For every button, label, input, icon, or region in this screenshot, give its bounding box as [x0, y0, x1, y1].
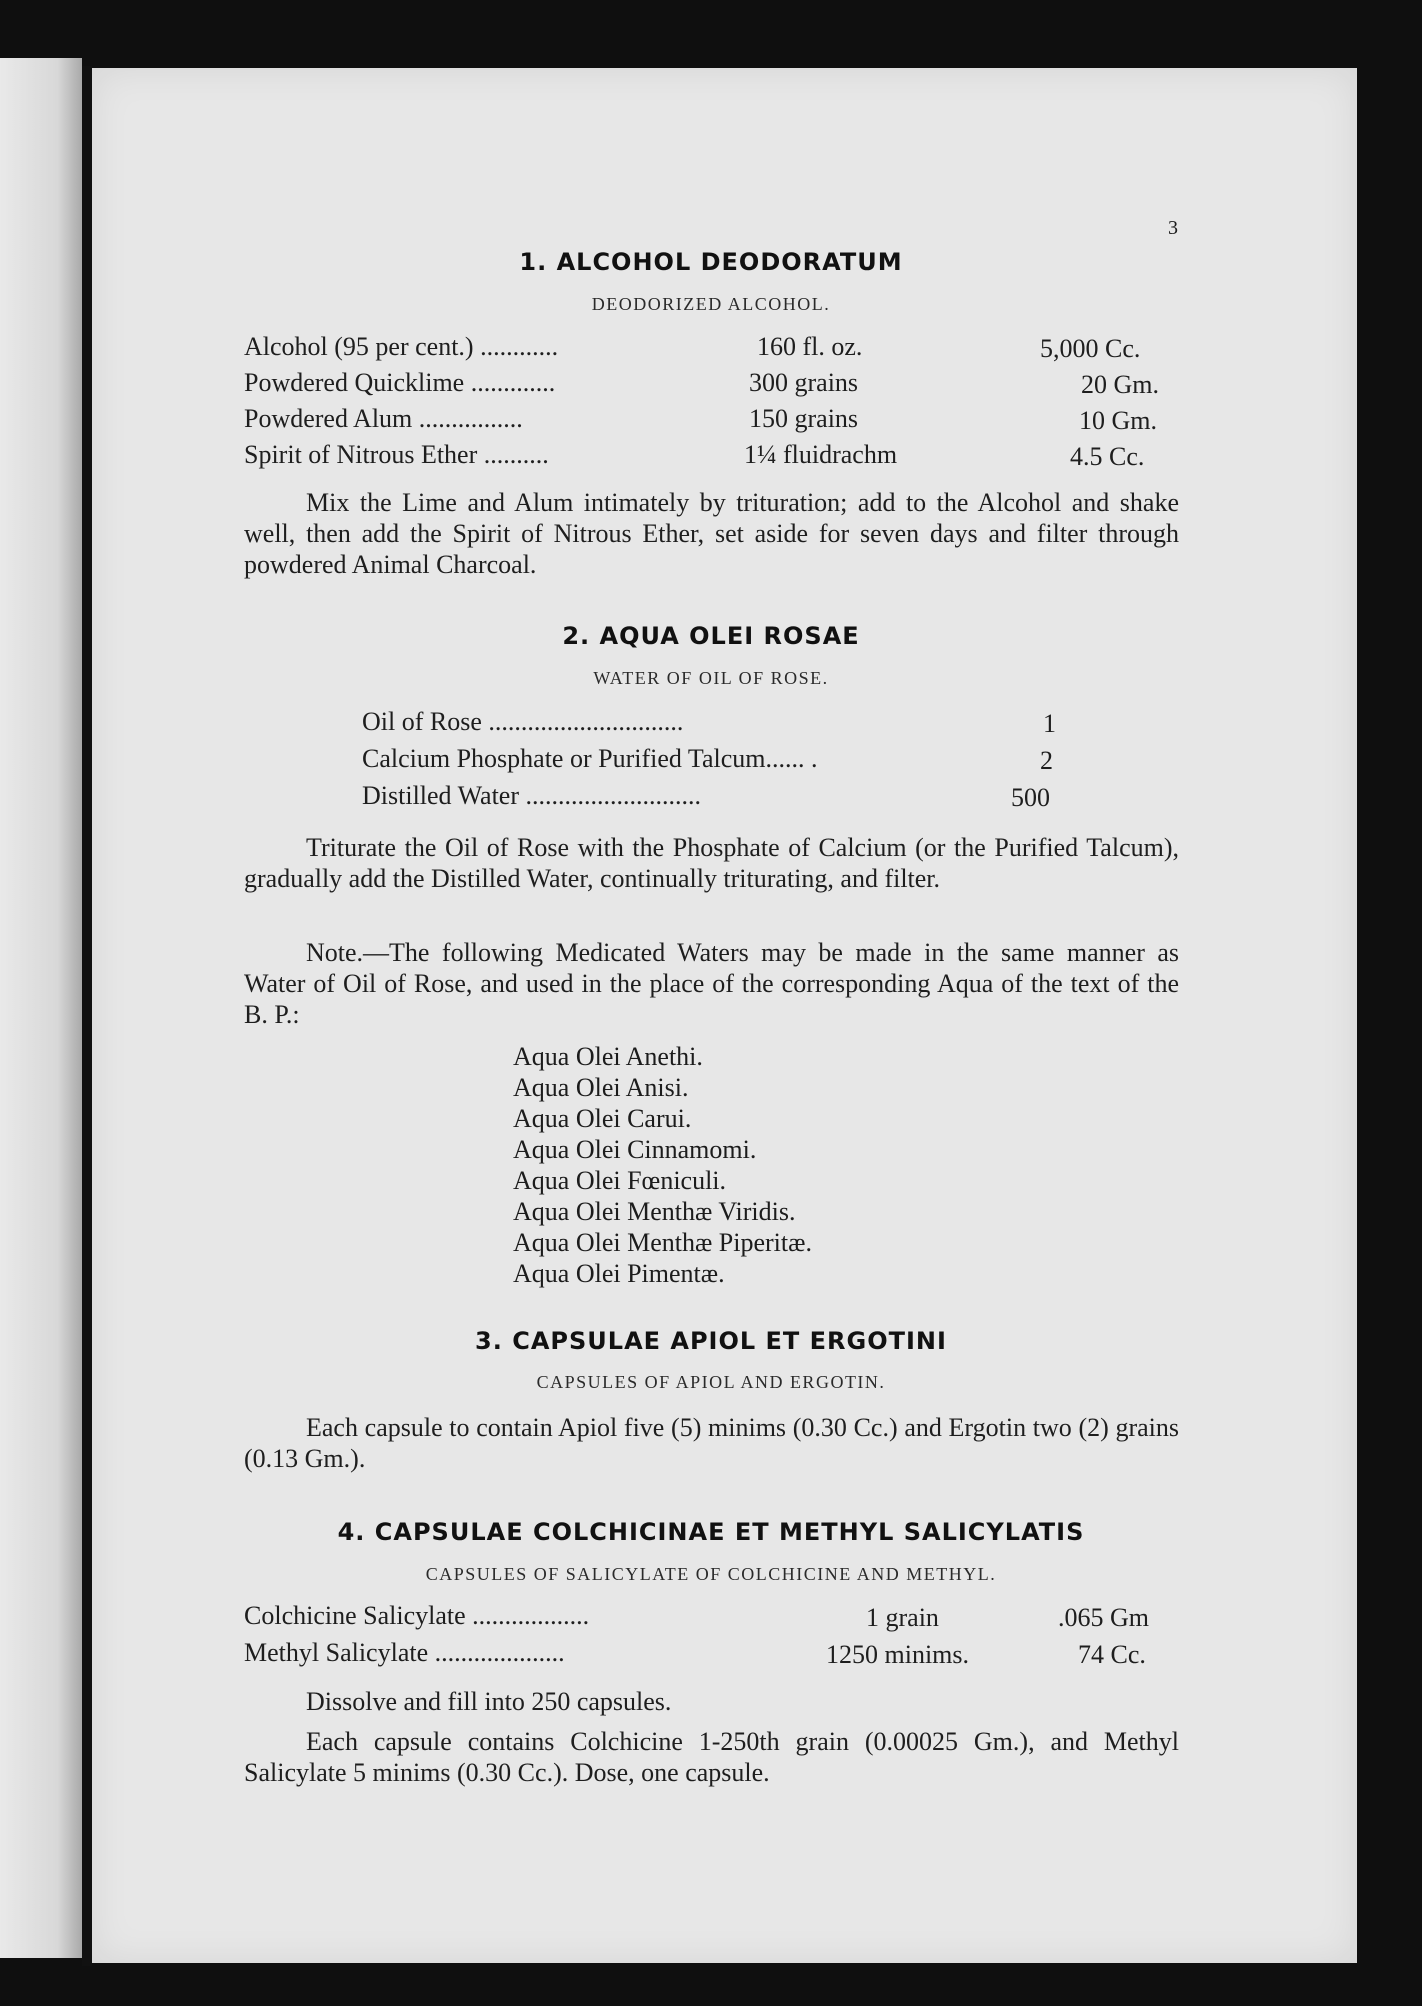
ingredient-quantity: 150 grains	[749, 404, 859, 433]
ingredient-quantity: 1250 minims.	[826, 1640, 970, 1669]
ingredient-metric: 74 Cc.	[1078, 1640, 1146, 1669]
section-1-heading: 1. ALCOHOL DEODORATUM	[519, 248, 903, 276]
ingredient-name: Methyl Salicylate ....................	[244, 1638, 565, 1667]
section-2-note: Note.—The following Medicated Waters may be made in the same manner as Water of Oil of Rose, and used in the place of the corresponding Aqua of the text of the B. P.:	[244, 938, 1179, 1029]
ingredient-quantity: 300 grains	[749, 368, 859, 397]
ingredient-metric: 10 Gm.	[1079, 406, 1157, 435]
ingredient-metric: 20 Gm.	[1081, 370, 1159, 399]
ingredient-name: Powdered Alum ................	[244, 404, 523, 433]
list-item: Aqua Olei Menthæ Piperitæ.	[513, 1228, 812, 1257]
section-2-subheading: WATER OF OIL OF ROSE.	[593, 668, 829, 688]
ingredient-metric: .065 Gm	[1058, 1603, 1149, 1632]
list-item: Aqua Olei Pimentæ.	[513, 1259, 725, 1288]
ingredient-quantity: 1	[1043, 709, 1056, 738]
ingredient-name: Alcohol (95 per cent.) ............	[244, 332, 559, 361]
ingredient-quantity: 1 grain	[866, 1603, 939, 1632]
list-item: Aqua Olei Menthæ Viridis.	[513, 1197, 796, 1226]
ingredient-name: Distilled Water ...........................	[362, 781, 702, 810]
ingredient-quantity: 1¼ fluidrachm	[744, 440, 898, 469]
section-1-directions: Mix the Lime and Alum intimately by trituration; add to the Alcohol and shake well, then add the Spirit of Nitrous Ether, set aside for seven days and filter through powdered Animal Charcoal.	[244, 488, 1179, 579]
ingredient-name: Colchicine Salicylate ..................	[244, 1601, 590, 1630]
ingredient-quantity: 2	[1040, 746, 1053, 775]
ingredient-quantity: 500	[1011, 783, 1050, 812]
section-3-heading: 3. CAPSULAE APIOL ET ERGOTINI	[475, 1327, 947, 1355]
facing-page-edge	[0, 58, 82, 1958]
section-2-directions: Triturate the Oil of Rose with the Phosphate of Calcium (or the Purified Talcum), gradually add the Distilled Water, continually triturating, and filter.	[244, 833, 1179, 893]
ingredient-name: Powdered Quicklime .............	[244, 368, 556, 397]
ingredient-name: Spirit of Nitrous Ether ..........	[244, 440, 549, 469]
ingredient-metric: 4.5 Cc.	[1070, 442, 1145, 471]
book-gutter	[82, 66, 92, 1966]
section-4-directions: Dissolve and fill into 250 capsules.	[306, 1687, 672, 1716]
ingredient-metric: 5,000 Cc.	[1040, 334, 1141, 363]
list-item: Aqua Olei Anisi.	[513, 1073, 689, 1102]
list-item: Aqua Olei Anethi.	[513, 1042, 703, 1071]
list-item: Aqua Olei Cinnamomi.	[513, 1135, 757, 1164]
section-4-dose: Each capsule contains Colchicine 1-250th grain (0.00025 Gm.), and Methyl Salicylate 5 minims (0.30 Cc.). Dose, one capsule.	[244, 1727, 1179, 1787]
section-4-subheading: CAPSULES OF SALICYLATE OF COLCHICINE AND METHYL.	[425, 1564, 997, 1584]
section-3-text: Each capsule to contain Apiol five (5) minims (0.30 Cc.) and Ergotin two (2) grains (0.13 Gm.).	[244, 1413, 1179, 1473]
list-item: Aqua Olei Carui.	[513, 1104, 692, 1133]
section-3-subheading: CAPSULES OF APIOL AND ERGOTIN.	[536, 1372, 886, 1392]
list-item: Aqua Olei Fœniculi.	[513, 1166, 727, 1195]
section-1-subheading: DEODORIZED ALCOHOL.	[591, 294, 831, 314]
ingredient-name: Oil of Rose ..............................	[362, 707, 684, 736]
page-number: 3	[1168, 217, 1178, 239]
section-4-heading: 4. CAPSULAE COLCHICINAE ET METHYL SALICYLATIS	[337, 1518, 1085, 1546]
section-2-heading: 2. AQUA OLEI ROSAE	[562, 622, 860, 650]
ingredient-quantity: 160 fl. oz.	[757, 332, 863, 361]
ingredient-name: Calcium Phosphate or Purified Talcum...... .	[362, 744, 818, 773]
